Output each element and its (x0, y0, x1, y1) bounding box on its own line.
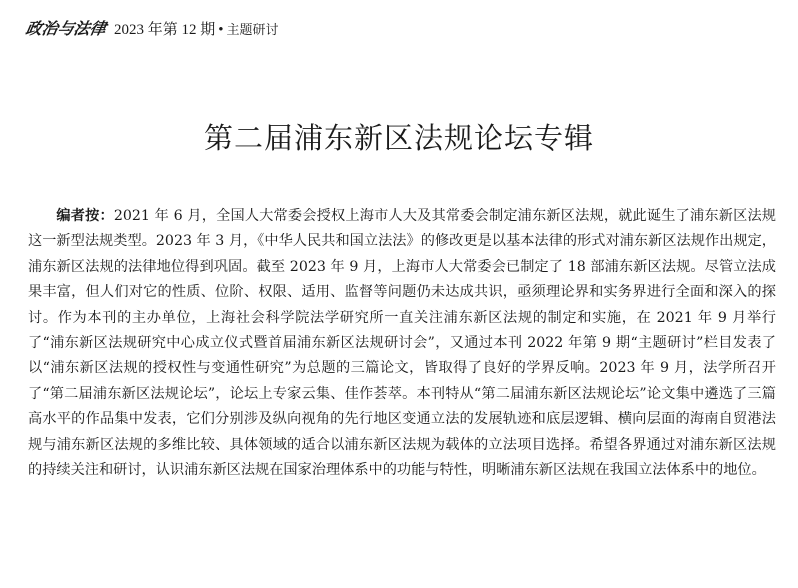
editor-note-body: 2021 年 6 月，全国人大常委会授权上海市人大及其常委会制定浦东新区法规，就此诞生了浦东新区法规这一新型法规类型。2023 年 3 月，《中华人民共和国立法法》的修改更是以基本法律的形式对浦东新区法规作出规定，浦东新区法规的法律地位得到巩固。截至 2023 年 9 月，上海市人大常委会已制定了 18 部浦东新区法规。尽管立法成果丰富，但人们对它的性质、位阶、权限、适用、监督等问题仍未达成共识，亟须理论界和实务界进行全面和深入的探讨。作为本刊的主办单位，上海社会科学院法学研究所一直关注浦东新区法规的制定和实施，在 2021 年 9 月举行了“浦东新区法规研究中心成立仪式暨首届浦东新区法规研讨会”，又通过本刊 2022 年第 9 期“主题研讨”栏目发表了以“浦东新区法规的授权性与变通性研究”为总题的三篇论文，皆取得了良好的学界反响。2023 年 9 月，法学所召开了“第二届浦东新区法规论坛”，论坛上专家云集、佳作荟萃。本刊特从“第二届浦东新区法规论坛”论文集中遴选了三篇高水平的作品集中发表，它们分别涉及纵向视角的先行地区变通立法的发展轨迹和底层逻辑、横向层面的海南自贸港法规与浦东新区法规的多维比较、具体领域的适合以浦东新区法规为载体的立法项目选择。希望各界通过对浦东新区法规的持续关注和研讨，认识浦东新区法规在国家治理体系中的功能与特性，明晰浦东新区法规在我国立法体系中的地位。 (28, 208, 776, 479)
header-bullet: • (218, 22, 224, 38)
section-name: 主题研讨 (226, 23, 279, 38)
editor-note (28, 204, 776, 483)
running-header (26, 16, 279, 40)
issue-number: 2023 年第 12 期 (114, 22, 216, 38)
page-title: 第二届浦东新区法规论坛专辑 (203, 121, 594, 155)
journal-logo: 政治与法律 (24, 19, 108, 38)
editor-note-label: 编者按： (56, 208, 114, 224)
